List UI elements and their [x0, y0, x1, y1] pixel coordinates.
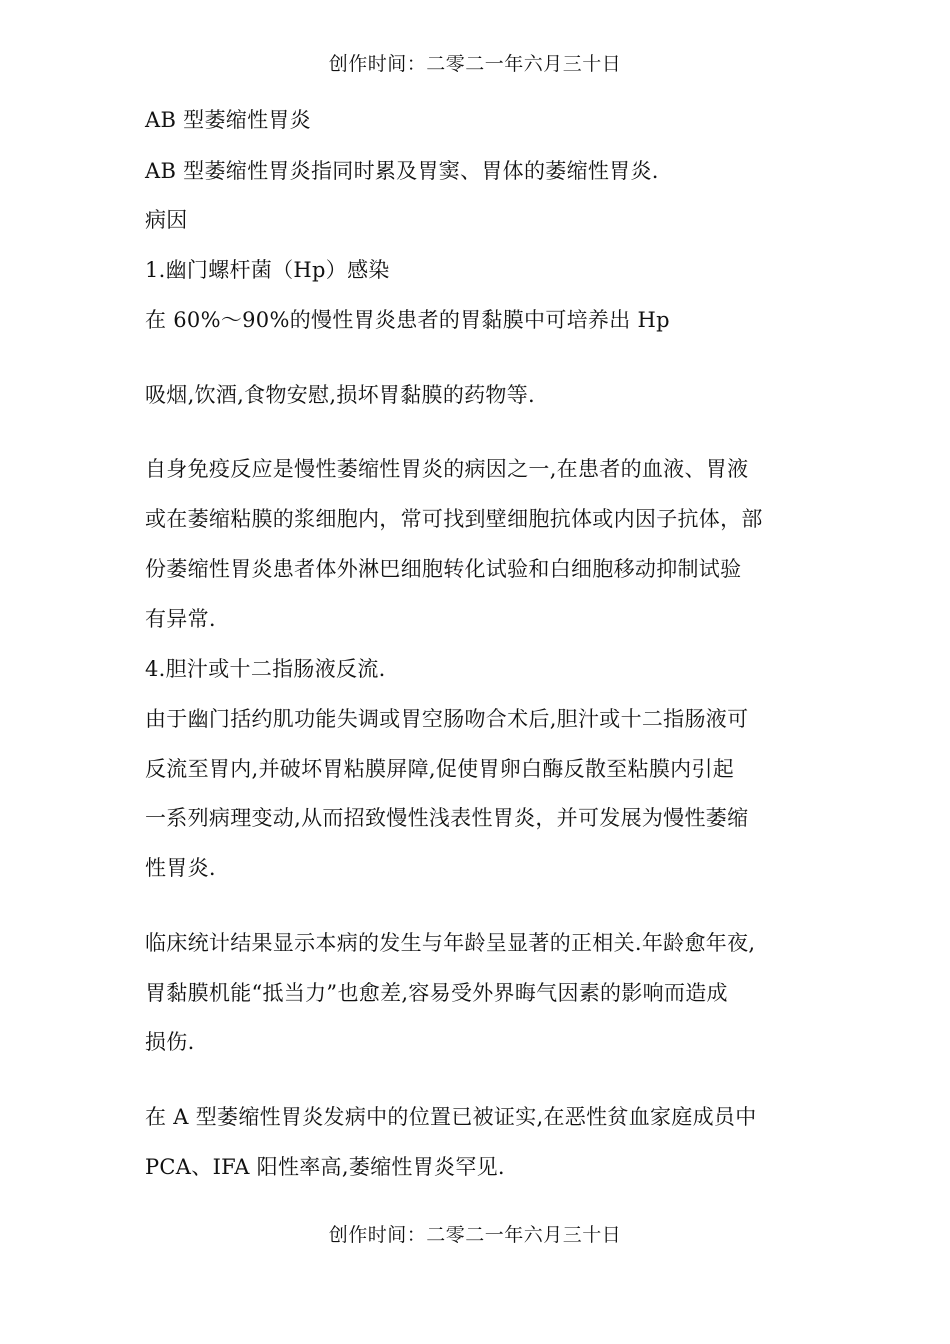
cause-4-heading: 4.胆汁或十二指肠液反流.	[145, 657, 386, 681]
cause-1-heading: 1.幽门螺杆菌（Hp）感染	[145, 258, 390, 282]
section-title: AB 型萎缩性胃炎	[145, 108, 311, 132]
paragraph-line: 在 A 型萎缩性胃炎发病中的位置已被证实,在恶性贫血家庭成员中	[145, 1105, 757, 1129]
page-footer: 创作时间：二零二一年六月三十日	[328, 1224, 622, 1246]
paragraph-line: 性胃炎.	[145, 856, 216, 880]
paragraph-line: 损伤.	[145, 1030, 195, 1054]
paragraph-line: 自身免疫反应是慢性萎缩性胃炎的病因之一,在患者的血液、胃液	[145, 457, 749, 481]
page-header: 创作时间：二零二一年六月三十日	[328, 53, 622, 75]
paragraph-line: 或在萎缩粘膜的浆细胞内，常可找到壁细胞抗体或内因子抗体，部	[145, 507, 763, 531]
paragraph-line: 临床统计结果显示本病的发生与年龄呈显著的正相关.年龄愈年夜,	[145, 931, 756, 955]
paragraph-line: 有异常.	[145, 607, 216, 631]
etiology-heading: 病因	[145, 208, 188, 232]
paragraph-line: 由于幽门括约肌功能失调或胃空肠吻合术后,胆汁或十二指肠液可	[145, 707, 749, 731]
paragraph-line: 吸烟,饮酒,食物安慰,损坏胃黏膜的药物等.	[145, 383, 535, 407]
paragraph-line: 一系列病理变动,从而招致慢性浅表性胃炎，并可发展为慢性萎缩	[145, 806, 749, 830]
paragraph-line: PCA、IFA 阳性率高,萎缩性胃炎罕见.	[145, 1155, 505, 1179]
definition-line: AB 型萎缩性胃炎指同时累及胃窦、胃体的萎缩性胃炎.	[145, 159, 659, 183]
paragraph-line: 反流至胃内,并破坏胃粘膜屏障,促使胃卵白酶反散至粘膜内引起	[145, 757, 735, 781]
paragraph-line: 胃黏膜机能“抵当力”也愈差,容易受外界晦气因素的影响而造成	[145, 981, 728, 1005]
paragraph-line: 份萎缩性胃炎患者体外淋巴细胞转化试验和白细胞移动抑制试验	[145, 557, 742, 581]
cause-1-text: 在 60%～90%的慢性胃炎患者的胃黏膜中可培养出 Hp	[145, 308, 670, 332]
